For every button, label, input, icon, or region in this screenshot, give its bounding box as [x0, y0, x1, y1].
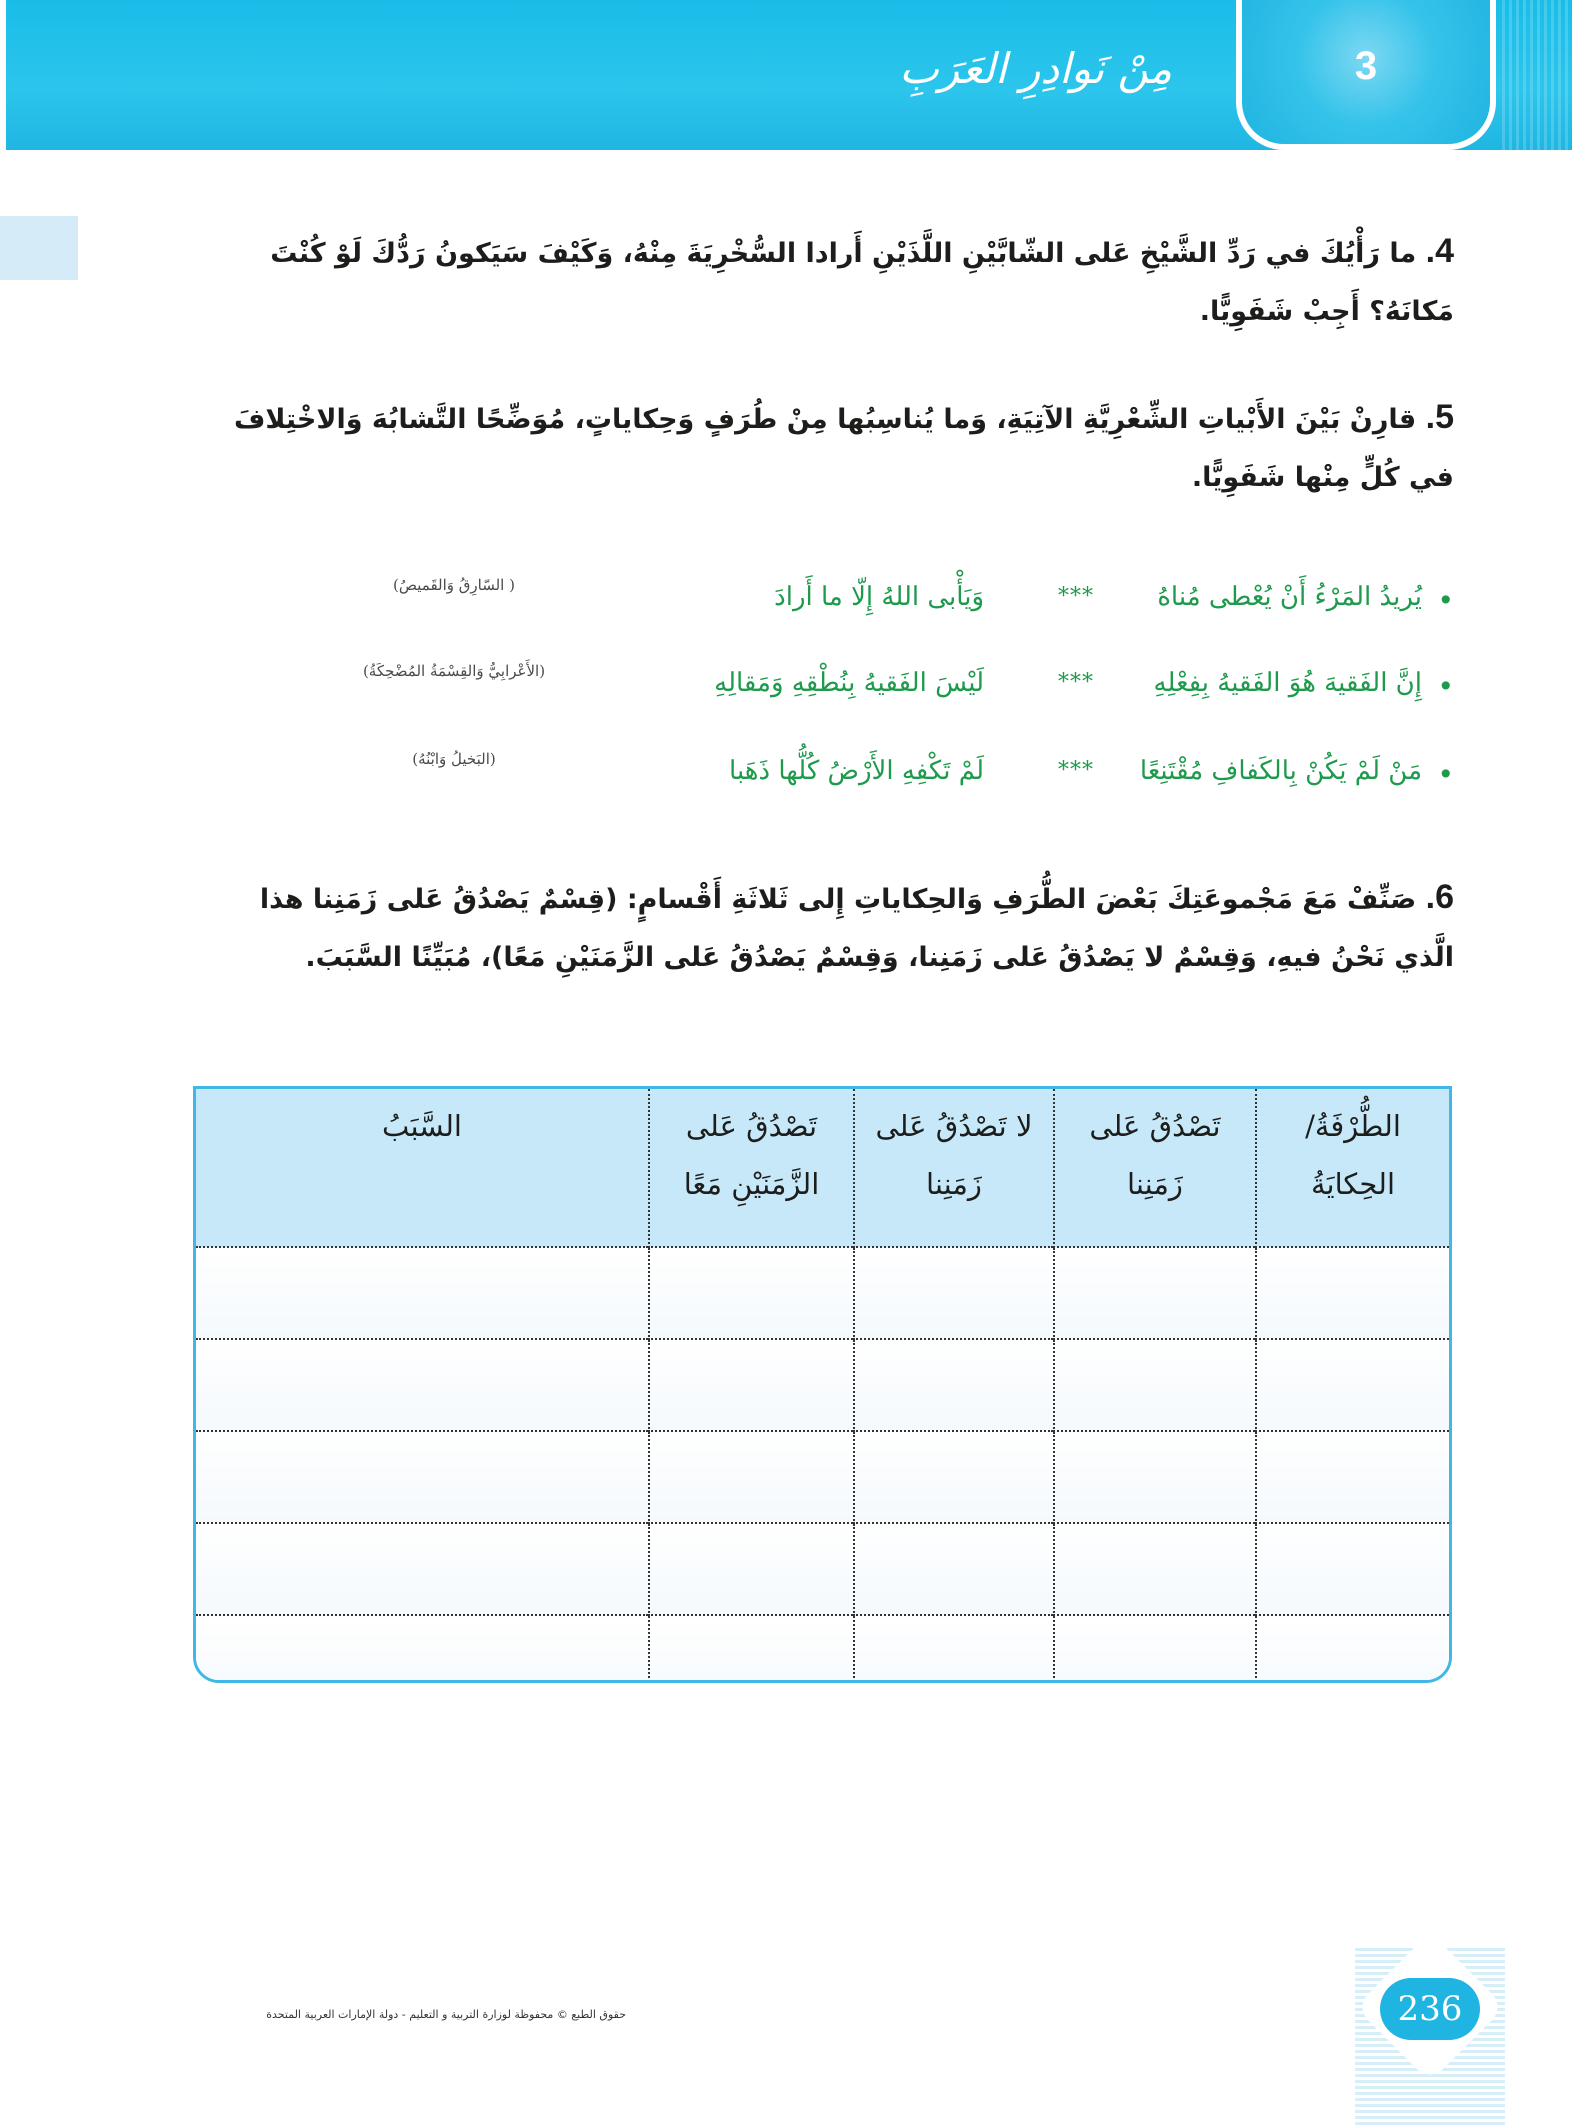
table-cell[interactable] — [854, 1615, 1054, 1683]
table-cell[interactable] — [854, 1247, 1054, 1339]
page-number-holder — [1369, 1948, 1491, 2070]
table-cell[interactable] — [196, 1247, 649, 1339]
classification-table — [193, 1086, 1452, 1683]
table-cell[interactable] — [854, 1431, 1054, 1523]
table-cell[interactable] — [196, 1615, 649, 1683]
table-cell[interactable] — [1256, 1523, 1449, 1615]
verse-first-hemistich: يُريدُ المَرْءُ أَنْ يُعْطى مُناهُ — [1157, 582, 1422, 612]
question-number: 5. — [1425, 398, 1454, 436]
header-reason: السَّبَبُ — [196, 1089, 649, 1247]
table-cell[interactable] — [1256, 1339, 1449, 1431]
verse-second-hemistich: لَيْسَ الفَقيهُ بِنُطْقِهِ وَمَقالِهِ — [714, 668, 984, 698]
table-row — [196, 1247, 1449, 1339]
table-cell[interactable] — [1054, 1339, 1256, 1431]
table-row — [196, 1339, 1449, 1431]
table-cell[interactable] — [1256, 1247, 1449, 1339]
question-6 — [204, 868, 1454, 987]
header-anecdote: الطُّرْفَةُ/ الحِكايَةُ — [1256, 1089, 1449, 1247]
bullet-icon: • — [1437, 758, 1454, 791]
bullet-icon: • — [1437, 670, 1454, 703]
table-cell[interactable] — [1256, 1431, 1449, 1523]
table-cell[interactable] — [1054, 1523, 1256, 1615]
poetry-verse — [304, 572, 1454, 632]
table-cell[interactable] — [1054, 1247, 1256, 1339]
table-cell[interactable] — [1256, 1615, 1449, 1683]
verse-separator: *** — [1058, 670, 1094, 695]
poetry-verse — [304, 658, 1454, 718]
question-number: 4. — [1425, 232, 1454, 270]
question-text: صَنِّفْ مَعَ مَجْموعَتِكَ بَعْضَ الطُّرَفِ وَالحِكاياتِ إِلى ثَلاثَةِ أَقْسامٍ: (قِسْمٌ يَصْدُقُ عَلى زَمَنِنا هذا الَّذي نَحْنُ فيهِ، وَقِسْمٌ لا يَصْدُقُ عَلى زَمَنِنا، وَقِسْمٌ يَصْدُقُ عَلى الزَّمَنَيْنِ مَعًا)، مُبَيِّنًا السَّبَبَ. — [259, 884, 1454, 973]
verse-second-hemistich: لَمْ تَكْفِهِ الأَرْضُ كُلُّها ذَهَبا — [729, 756, 984, 786]
page-number-badge — [1355, 1948, 1505, 2125]
table-cell[interactable] — [649, 1247, 854, 1339]
table-cell[interactable] — [196, 1339, 649, 1431]
table-cell[interactable] — [1054, 1615, 1256, 1683]
question-text: ما رَأْيُكَ في رَدِّ الشَّيْخِ عَلى الشّابَّيْنِ اللَّذَيْنِ أَرادا السُّخْرِيَةَ مِنْهُ، وَكَيْفَ سَيَكونُ رَدُّكَ لَوْ كُنْتَ مَكانَهُ؟ أَجِبْ شَفَوِيًّا. — [270, 238, 1454, 327]
header-true-both-times: تَصْدُقُ عَلى الزَّمَنَيْنِ مَعًا — [649, 1089, 854, 1247]
table-row — [196, 1615, 1449, 1683]
bullet-icon: • — [1437, 584, 1454, 617]
question-5 — [204, 388, 1454, 507]
question-number: 6. — [1425, 878, 1454, 916]
chapter-header-band — [6, 0, 1572, 150]
table-row — [196, 1523, 1449, 1615]
table-cell[interactable] — [649, 1431, 854, 1523]
verse-first-hemistich: إِنَّ الفَقيهَ هُوَ الفَقيهُ بِفِعْلِهِ — [1153, 668, 1422, 698]
table-header-row — [196, 1089, 1449, 1247]
question-text: قارِنْ بَيْنَ الأَبْياتِ الشِّعْرِيَّةِ الآتِيَةِ، وَما يُناسِبُها مِنْ طُرَفٍ وَحِكاياتٍ، مُوَضِّحًا التَّشابُهَ وَالاخْتِلافَ في كُلٍّ مِنْها شَفَوِيًّا. — [234, 404, 1454, 493]
table-cell[interactable] — [649, 1523, 854, 1615]
verse-source: (الأَعْرابِيُّ وَالقِسْمَةُ المُضْحِكَةُ) — [362, 662, 546, 680]
page-number: 236 — [1380, 1978, 1480, 2040]
verse-source: ( السّارِقُ وَالقَميصُ) — [393, 576, 515, 594]
table-cell[interactable] — [196, 1431, 649, 1523]
table-cell[interactable] — [649, 1615, 854, 1683]
table-cell[interactable] — [649, 1339, 854, 1431]
margin-tab-marker — [0, 216, 78, 280]
table-cell[interactable] — [854, 1523, 1054, 1615]
verse-separator: *** — [1058, 584, 1094, 609]
verse-separator: *** — [1058, 758, 1094, 783]
table-cell[interactable] — [1054, 1431, 1256, 1523]
chapter-number: 3 — [1354, 44, 1378, 88]
table-row — [196, 1431, 1449, 1523]
table-cell[interactable] — [854, 1339, 1054, 1431]
verse-second-hemistich: وَيَأْبى اللهُ إِلّا ما أَرادَ — [774, 582, 984, 612]
chapter-number-tab — [1236, 0, 1496, 150]
chapter-title: مِنْ نَوادِرِ العَرَبِ — [899, 44, 1172, 93]
question-4 — [204, 222, 1454, 341]
verse-first-hemistich: مَنْ لَمْ يَكُنْ بِالكَفافِ مُقْتَنِعًا — [1139, 756, 1422, 786]
header-true-our-time: تَصْدُقُ عَلى زَمَنِنا — [1054, 1089, 1256, 1247]
verse-source: (البَخيلُ وَابْنُهُ) — [412, 750, 496, 768]
copyright-notice: حقوق الطبع © محفوظة لوزارة التربية و التعليم - دولة الإمارات العربية المتحدة — [266, 2008, 626, 2021]
poetry-verse — [304, 746, 1454, 806]
table-cell[interactable] — [196, 1523, 649, 1615]
header-not-true-our-time: لا تَصْدُقُ عَلى زَمَنِنا — [854, 1089, 1054, 1247]
